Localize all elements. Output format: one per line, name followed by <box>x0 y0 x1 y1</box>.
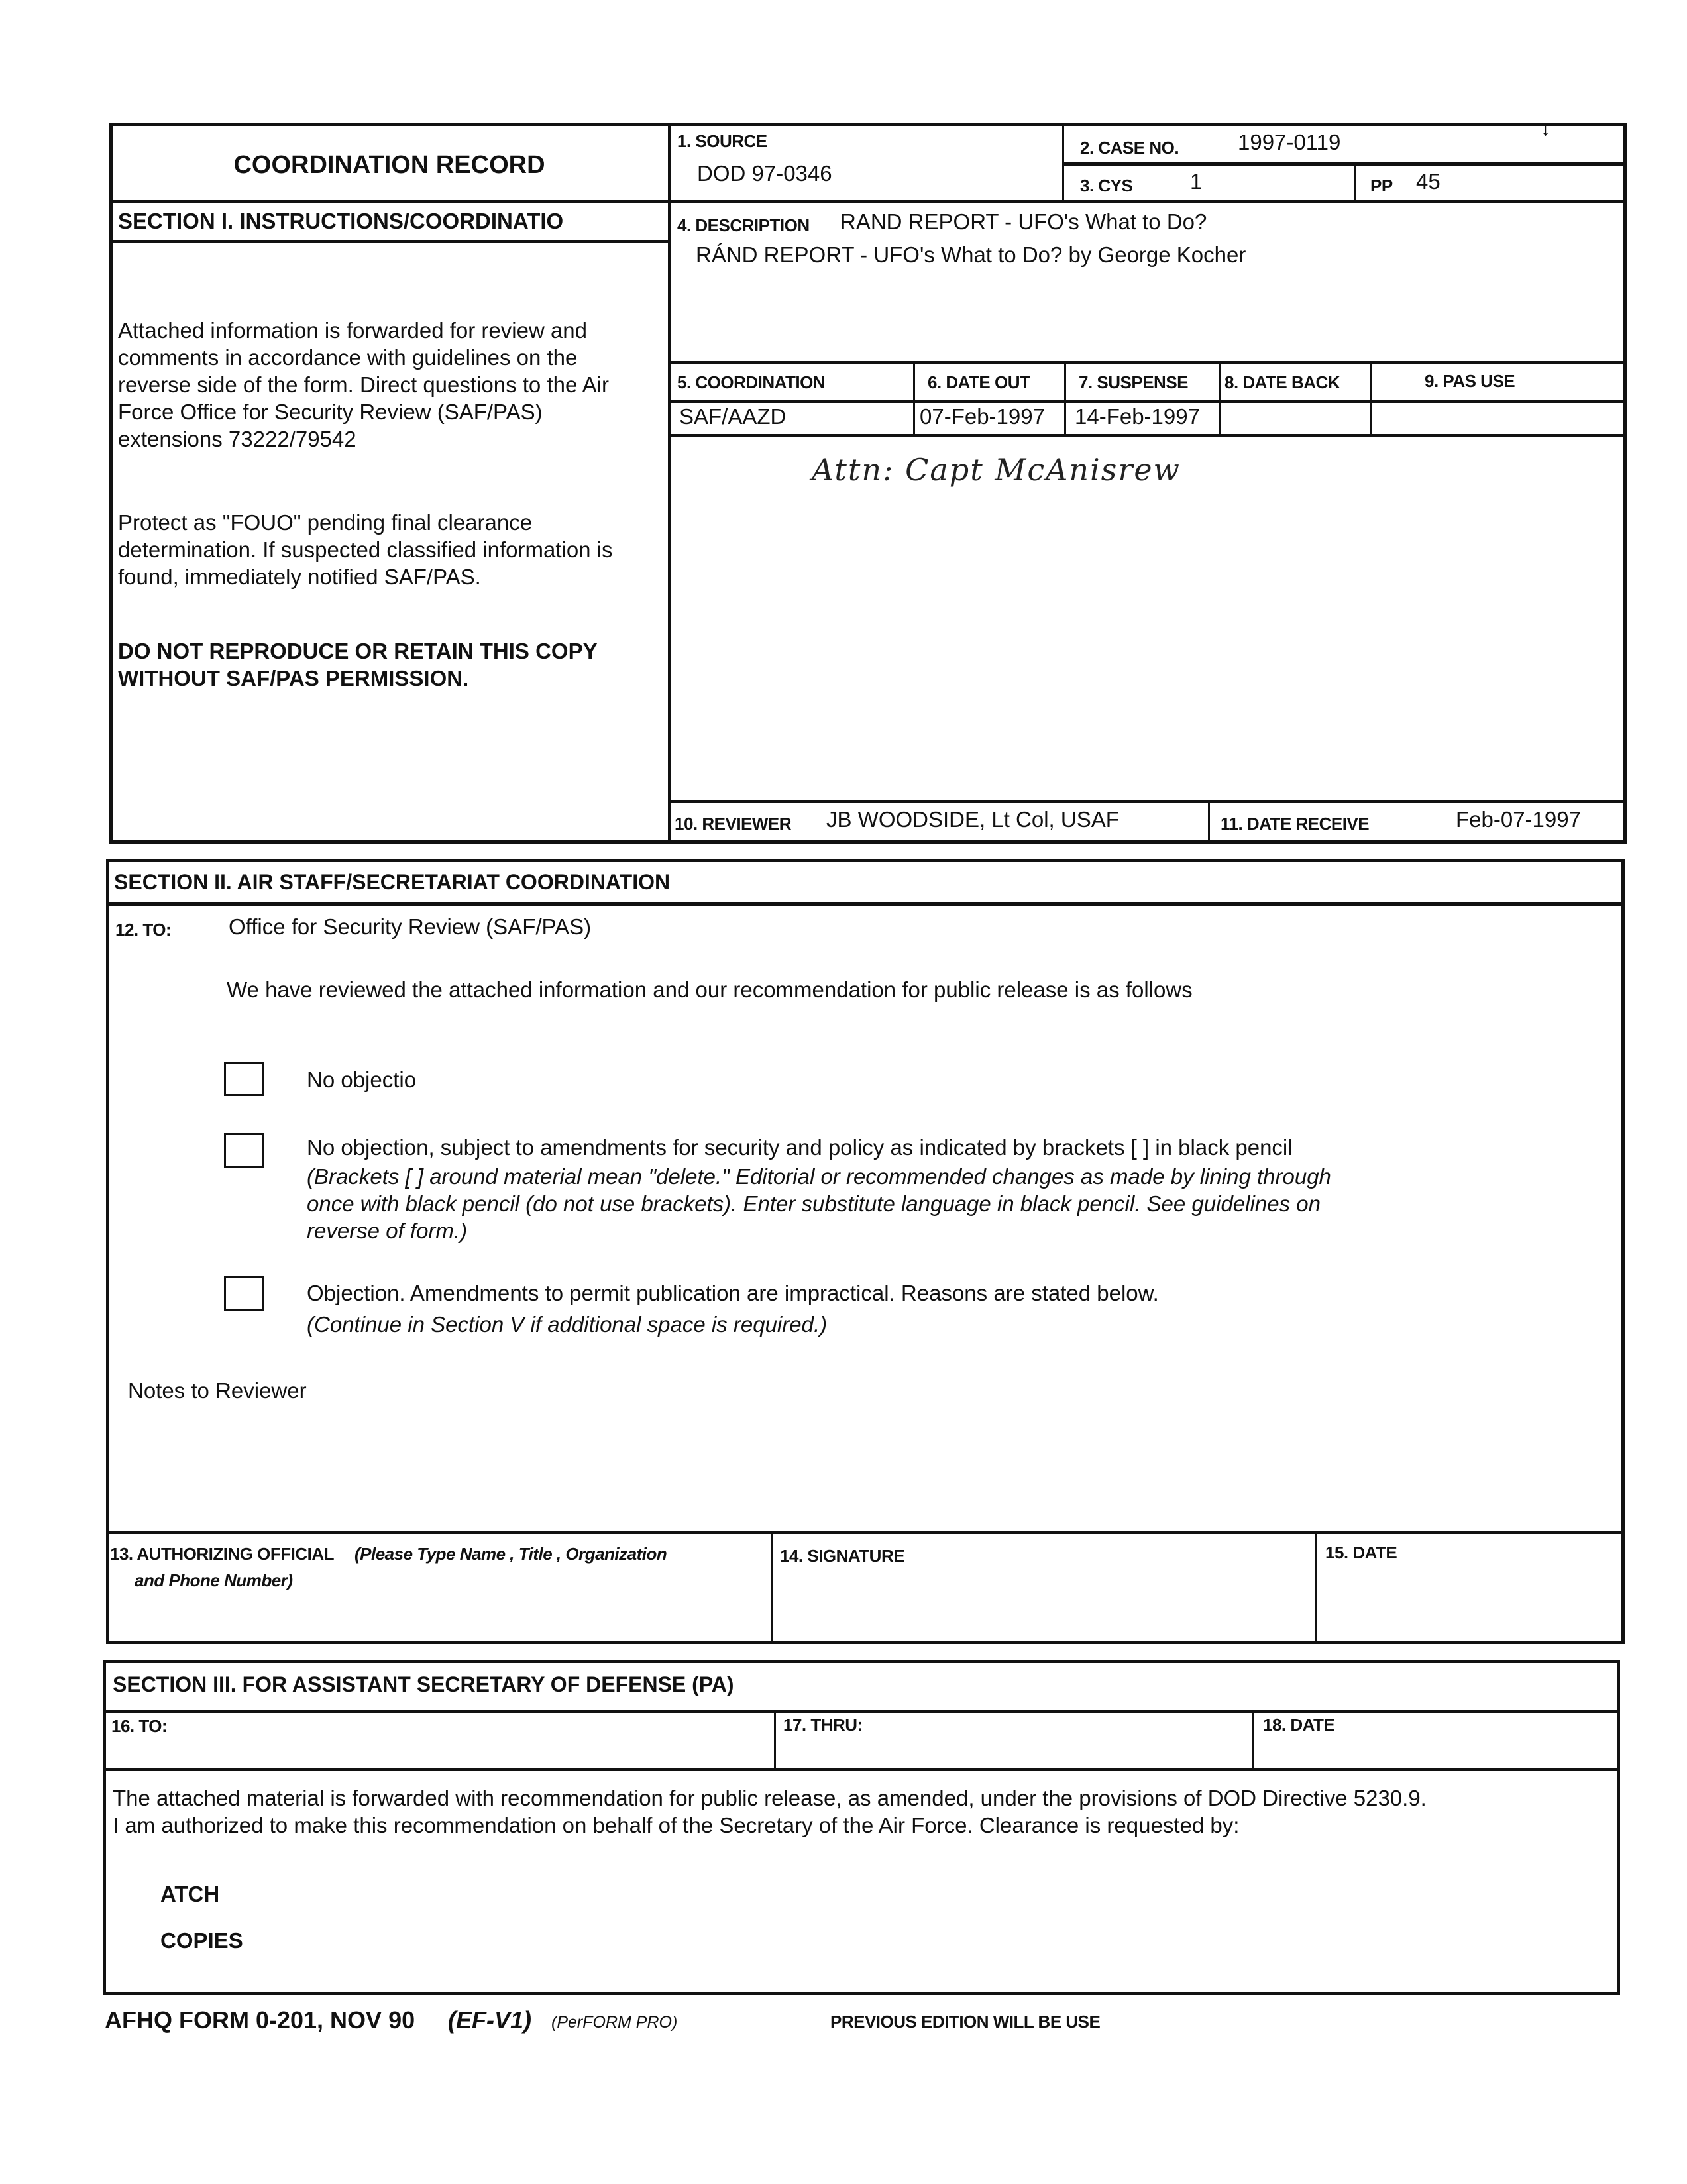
form-version: (EF-V1) <box>448 2006 531 2034</box>
divider <box>668 361 1627 364</box>
handwritten-note: Attn: Capt McAnisrew <box>812 452 1181 488</box>
notes-to-reviewer-field[interactable] <box>126 1408 1610 1521</box>
divider <box>771 1531 773 1644</box>
divider <box>106 1531 1625 1534</box>
case-no-label: 2. CASE NO. <box>1080 138 1179 158</box>
date-out-field[interactable]: 07-Feb-1997 <box>920 404 1045 429</box>
divider <box>1062 162 1627 166</box>
section1-protect-note: Protect as "FOUO" pending final clearance determination. If suspected classified information is found, immediately notified SAF/PAS. <box>118 510 613 589</box>
no-objection-amended-note: (Brackets [ ] around material mean "delete." Editorial or recommended changes as made by lining through once with black pencil (do not use brackets). Enter substitute language in black pencil. See guidelines on reverse of form.) <box>307 1164 1331 1243</box>
copies-label: COPIES <box>160 1928 243 1953</box>
divider <box>106 902 1625 906</box>
no-objection-amended-label: No objection, subject to amendments for security and policy as indicated by brackets [ ] in black pencil <box>307 1135 1293 1160</box>
coordination-field[interactable]: SAF/AAZD <box>679 404 787 429</box>
authorizing-official-hint: (Please Type Name , Title , Organization <box>354 1544 667 1564</box>
cys-field[interactable]: 1 <box>1190 169 1203 193</box>
date-label-15: 15. DATE <box>1325 1543 1397 1562</box>
section3-heading: SECTION III. FOR ASSISTANT SECRETARY OF DEFENSE (PA) <box>113 1672 734 1696</box>
signature-label: 14. SIGNATURE <box>780 1546 905 1566</box>
to-field-16[interactable] <box>113 1739 769 1769</box>
authorizing-official-hint-2: and Phone Number) <box>135 1570 293 1590</box>
section2-heading: SECTION II. AIR STAFF/SECRETARIAT COORDINATION <box>114 870 671 894</box>
form-software: (PerFORM PRO) <box>551 2013 678 2032</box>
divider <box>1252 1710 1254 1769</box>
divider <box>1208 800 1210 844</box>
date-back-field[interactable] <box>1226 404 1365 431</box>
no-objection-checkbox[interactable] <box>224 1062 264 1096</box>
date-label-18: 18. DATE <box>1263 1715 1335 1735</box>
description-short[interactable]: RAND REPORT - UFO's What to Do? <box>840 209 1207 234</box>
case-no-field[interactable]: 1997-0119 <box>1238 130 1341 154</box>
divider <box>109 200 669 203</box>
source-field[interactable]: DOD 97-0346 <box>697 161 832 186</box>
pas-use-field[interactable] <box>1375 404 1620 431</box>
section1-warning: DO NOT REPRODUCE OR RETAIN THIS COPY WITHOUT SAF/PAS PERMISSION. <box>118 639 598 690</box>
section1-instructions: Attached information is forwarded for review and comments in accordance with guidelines on the reverse side of the form. Direct questions to the Air Force Office for Security Review (SAF/PAS) extensions 73222/79542 <box>118 318 610 451</box>
divider <box>668 800 1627 803</box>
pp-label: PP <box>1370 176 1393 195</box>
form-id: AFHQ FORM 0-201, NOV 90 <box>105 2006 415 2034</box>
atch-label: ATCH <box>160 1882 220 1906</box>
section1-heading: SECTION I. INSTRUCTIONS/COORDINATIO <box>118 209 564 233</box>
date-out-label: 6. DATE OUT <box>928 372 1030 392</box>
date-back-label: 8. DATE BACK <box>1224 372 1340 392</box>
divider <box>103 1710 1620 1713</box>
divider <box>103 1768 1620 1771</box>
date-field-15[interactable] <box>1322 1570 1620 1637</box>
review-intro: We have reviewed the attached information and our recommendation for public release is as follows <box>227 977 1193 1002</box>
date-receive-field[interactable]: Feb-07-1997 <box>1456 807 1581 832</box>
objection-note: (Continue in Section V if additional space is required.) <box>307 1312 828 1337</box>
thru-field[interactable] <box>779 1739 1249 1769</box>
suspense-label: 7. SUSPENSE <box>1079 372 1189 392</box>
section2-block <box>106 859 1625 1644</box>
divider <box>1315 1531 1317 1644</box>
authorizing-official-label: 13. AUTHORIZING OFFICIAL <box>110 1544 335 1564</box>
description-label: 4. DESCRIPTION <box>677 215 810 235</box>
signature-field[interactable] <box>775 1574 1312 1640</box>
to-label-16: 16. TO: <box>111 1716 168 1736</box>
objection-checkbox[interactable] <box>224 1276 264 1311</box>
section3-statement: The attached material is forwarded with recommendation for public release, as amended, under the provisions of DOD Directive 5230.9. I am authorized to make this recommendation on behalf of the Secretary of the Air Force. Clearance is requested by: <box>113 1786 1427 1837</box>
thru-label: 17. THRU: <box>783 1715 863 1735</box>
date-receive-label: 11. DATE RECEIVE <box>1221 814 1370 834</box>
reviewer-label: 10. REVIEWER <box>675 814 792 834</box>
no-objection-amended-checkbox[interactable] <box>224 1133 264 1168</box>
divider <box>774 1710 776 1769</box>
objection-label: Objection. Amendments to permit publication are impractical. Reasons are stated below. <box>307 1281 1159 1305</box>
date-field-18[interactable] <box>1258 1739 1615 1769</box>
divider <box>109 240 669 243</box>
divider <box>668 200 1627 203</box>
pp-field[interactable]: 45 <box>1416 169 1441 193</box>
notes-to-reviewer-label: Notes to Reviewer <box>128 1378 307 1403</box>
to-field[interactable]: Office for Security Review (SAF/PAS) <box>229 914 592 939</box>
authorizing-official-field[interactable] <box>113 1594 762 1640</box>
source-label: 1. SOURCE <box>677 131 767 151</box>
description-full[interactable]: RÁND REPORT - UFO's What to Do? by George Kocher <box>696 243 1246 267</box>
divider <box>668 400 1627 403</box>
coordination-label: 5. COORDINATION <box>677 372 826 392</box>
to-label: 12. TO: <box>115 920 172 940</box>
pen-mark: ↓ <box>1541 118 1551 140</box>
cys-label: 3. CYS <box>1080 176 1133 195</box>
divider <box>1354 162 1356 202</box>
suspense-field[interactable]: 14-Feb-1997 <box>1075 404 1200 429</box>
divider <box>668 434 1627 437</box>
pas-use-label: 9. PAS USE <box>1425 371 1515 391</box>
reviewer-field[interactable]: JB WOODSIDE, Lt Col, USAF <box>826 807 1119 832</box>
no-objection-label: No objectio <box>307 1067 417 1092</box>
divider <box>668 123 671 844</box>
edition-note: PREVIOUS EDITION WILL BE USE <box>830 2012 1101 2032</box>
form-title: COORDINATION RECORD <box>233 151 545 179</box>
